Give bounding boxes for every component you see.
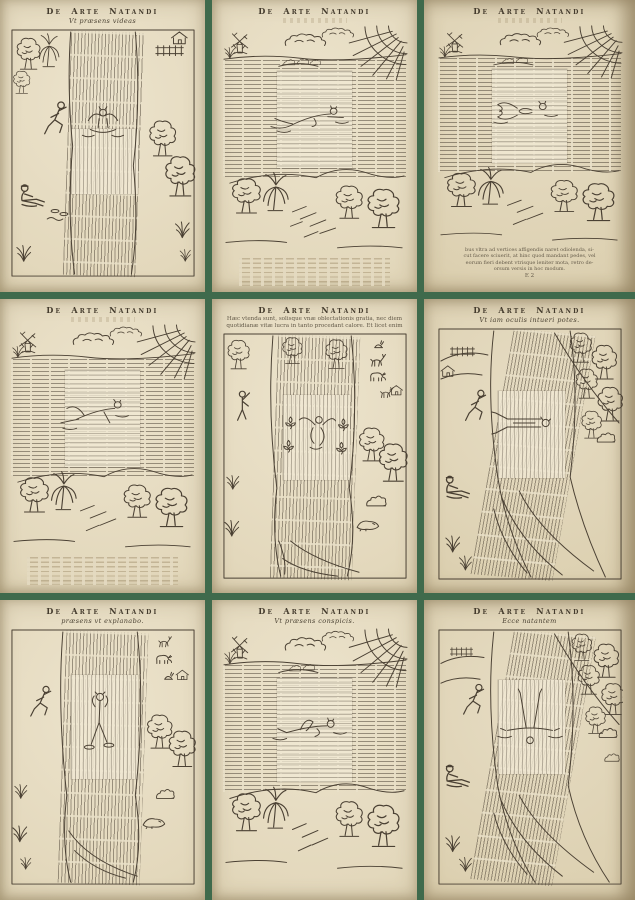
clouds-icon (500, 28, 568, 45)
field-hatching (80, 505, 115, 530)
body-text-line: orsum versis in hoc modum. (493, 265, 566, 272)
plate-caption: Vt iam oculis intueri potes. (479, 316, 580, 324)
sun-icon (349, 629, 407, 687)
windmill-icon (19, 332, 35, 353)
woodcut-illustration (437, 628, 623, 888)
river-banks (270, 336, 354, 576)
trees-group-right (572, 634, 623, 761)
grass-tuft (16, 246, 30, 262)
river-flow-lines (493, 491, 593, 575)
trees-group (13, 472, 189, 547)
reeds (224, 652, 234, 664)
hills (17, 469, 191, 483)
page-scan-panel-9[interactable] (424, 600, 635, 900)
page-scan-panel-2[interactable] (212, 0, 417, 292)
shoreline (223, 660, 405, 666)
river-flow-lines (278, 541, 358, 576)
hillside-lines (440, 656, 483, 683)
hills (229, 784, 403, 799)
running-title: De Arte Natandi (258, 305, 371, 315)
swimmer-figure (60, 399, 128, 429)
animals-group (370, 341, 402, 398)
woodcut-illustration (10, 324, 196, 554)
sluice-gate (440, 347, 473, 376)
show-through-caption (498, 18, 562, 23)
running-title: De Arte Natandi (258, 606, 371, 616)
woodcut-illustration (437, 25, 623, 247)
shoreline (223, 55, 405, 60)
running-man-figure (44, 102, 65, 134)
swimmer-figure (82, 107, 123, 137)
swimmer-figure (84, 692, 113, 749)
river-banks (69, 32, 138, 274)
show-through-caption (71, 317, 135, 322)
islet (278, 59, 320, 67)
trees-group (225, 173, 401, 248)
clouds-icon (285, 28, 353, 45)
river-flow-lines (493, 795, 593, 876)
shoreline (11, 354, 193, 359)
body-text-line: Hæc vtenda sunt, solisque vnæ oblectationis gratia, nec diem (226, 316, 403, 322)
grass-group (12, 785, 30, 870)
woodcut-drawing (437, 25, 623, 247)
sun-icon (564, 26, 622, 78)
woodcut-drawing (10, 324, 196, 554)
seated-man-figure (446, 476, 469, 498)
field-hatching (292, 824, 327, 851)
woodcut-illustration (222, 332, 408, 582)
running-man-figure (465, 390, 485, 420)
hills (444, 164, 618, 177)
running-title: De Arte Natandi (473, 305, 586, 315)
woodcut-illustration (222, 25, 408, 255)
swimmer-figure (497, 689, 562, 744)
grass-group (224, 476, 238, 537)
woodcut-illustration (10, 28, 196, 280)
body-text-line: quotidianæ vitæ lucra in tanto procedant calore. Et licet enim (226, 323, 403, 330)
climbing-man-figure (30, 686, 50, 716)
sun-icon (349, 26, 407, 80)
show-through-text (239, 258, 391, 286)
grass-group (445, 836, 471, 871)
windmill-icon (446, 33, 462, 53)
reeds (12, 346, 22, 357)
running-title: De Arte Natandi (473, 606, 586, 616)
woodcut-illustration (437, 327, 623, 583)
gathering-signature: E 2 (524, 273, 535, 280)
trees-group (440, 167, 616, 240)
sun-icon (137, 325, 195, 379)
running-title: De Arte Natandi (46, 6, 159, 16)
swimmer-figure (491, 412, 550, 434)
clouds-icon (285, 631, 353, 650)
plate-caption: præsens vt explanabo. (61, 617, 144, 625)
standing-man-figure (237, 392, 249, 421)
river-banks (60, 632, 140, 882)
woodcut-drawing (222, 25, 408, 255)
river-flow-lines (68, 831, 137, 878)
page-scan-panel-1[interactable] (0, 0, 205, 292)
animals-group (156, 637, 188, 680)
field-hatching (290, 206, 335, 237)
show-through-text (27, 557, 179, 585)
running-title: De Arte Natandi (46, 606, 159, 616)
running-title: De Arte Natandi (473, 6, 586, 16)
woodcut-illustration (10, 628, 196, 888)
swimmer-figure (272, 718, 345, 740)
windmill-icon (231, 637, 247, 659)
windmill-icon (231, 33, 247, 54)
woodcut-drawing (222, 332, 408, 582)
swimmer-figure (270, 106, 347, 133)
hills (229, 170, 403, 184)
page-scan-panel-4[interactable] (0, 299, 205, 593)
trees-group-right (149, 121, 194, 261)
plate-caption: Ecce natantem (502, 617, 557, 625)
plate-caption: Vt præsens videas (68, 17, 137, 25)
woodcut-drawing (10, 628, 196, 888)
shoreline (438, 54, 620, 59)
reeds (224, 47, 234, 58)
page-scan-panel-7[interactable] (0, 600, 205, 900)
running-title: De Arte Natandi (258, 6, 371, 16)
reeds (439, 47, 449, 57)
sluice-gate (450, 648, 472, 656)
islet (493, 58, 532, 65)
body-text-line: bus vltra ad vertices affigendis naret odiolenda, si- (465, 247, 594, 253)
woodcut-drawing (222, 628, 408, 876)
woodcut-drawing (437, 327, 623, 583)
seated-man-figure (21, 185, 67, 221)
body-text-line: cut facere sciuerit, at hinc quod mandant pedes, vel (463, 253, 596, 260)
page-scan-panel-5[interactable] (212, 299, 417, 593)
body-text-line: eorum fieri debent vtrisque leniter mota, retro de- (465, 259, 594, 266)
river-banks (490, 331, 605, 577)
trees-group-right (143, 715, 195, 829)
woodcut-drawing (10, 28, 196, 280)
trees-group-right (357, 428, 407, 531)
page-scan-panel-3[interactable] (424, 0, 635, 292)
running-man-figure (463, 684, 483, 714)
plate-caption: Vt præsens conspicis. (274, 617, 355, 625)
trees-group-left (13, 34, 58, 94)
clouds-icon (73, 327, 141, 344)
page-scan-panel-8[interactable] (212, 600, 417, 900)
river-banks (490, 632, 609, 882)
trees-group-right (570, 333, 622, 442)
trees-group-top (228, 338, 347, 369)
woodcut-drawing (437, 628, 623, 888)
running-title: De Arte Natandi (46, 305, 159, 315)
grass-group (445, 536, 471, 570)
fence-and-hut (155, 32, 186, 56)
swimmer-figure (493, 101, 557, 123)
page-scan-panel-6[interactable] (424, 299, 635, 593)
field-hatching (507, 200, 542, 224)
woodcut-illustration (222, 628, 408, 876)
swimmer-figure (283, 417, 348, 455)
show-through-caption (283, 18, 347, 23)
trees-group (225, 787, 401, 868)
islet (278, 664, 317, 672)
seated-man-figure (446, 765, 469, 786)
